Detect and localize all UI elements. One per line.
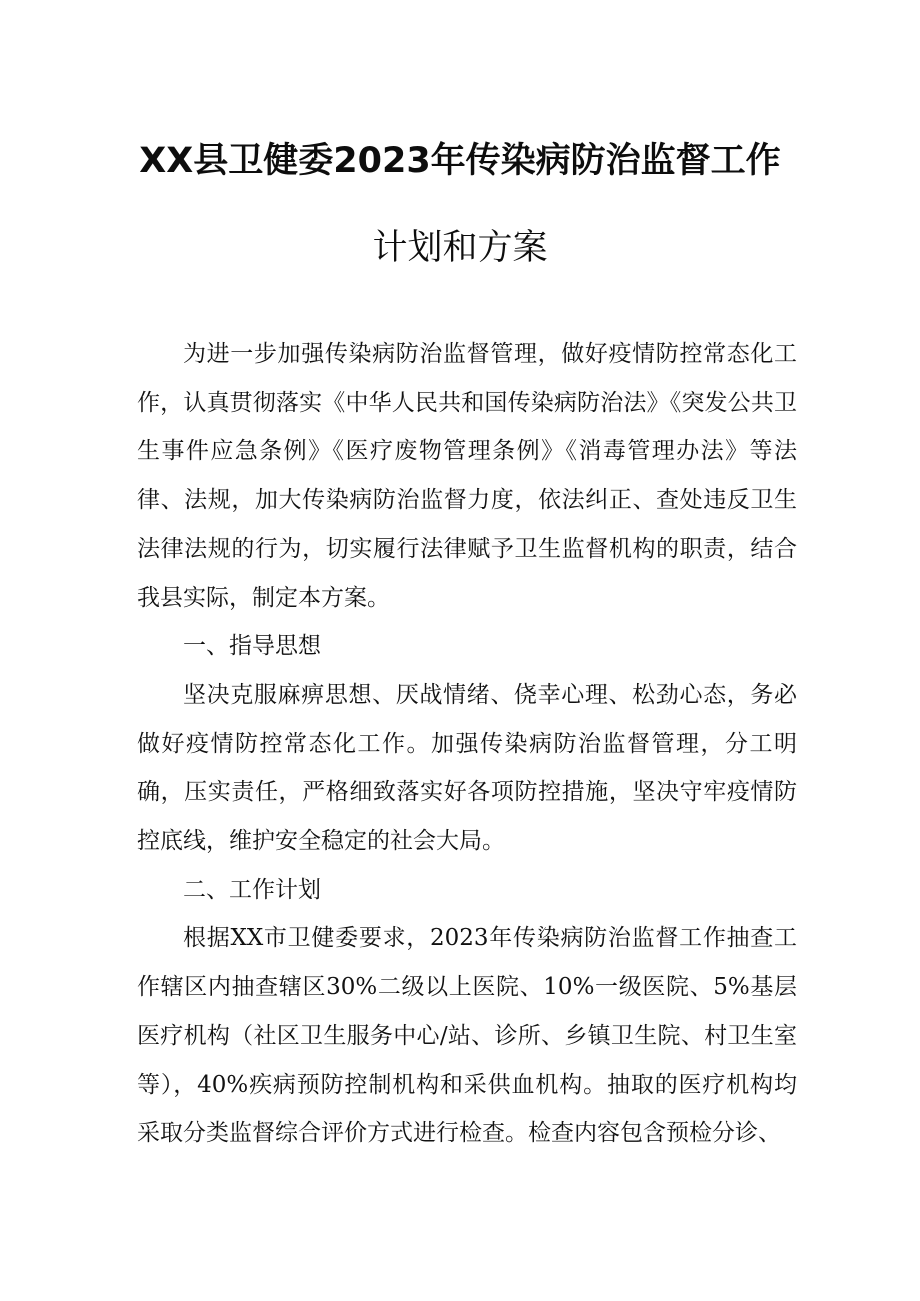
paragraph-intro: 为进一步加强传染病防治监督管理，做好疫情防控常态化工作，认真贯彻落实《中华人民共和国传染病防治法》《突发公共卫生事件应急条例》《医疗废物管理条例》《消毒管理办法》等法律、法规，加大传染病防治监督力度，依法纠正、查处违反卫生法律法规的行为，切实履行法律赋予卫生监督机构的职责，结合我县实际，制定本方案。: [137, 341, 797, 611]
paragraph-guiding-ideology: 坚决克服麻痹思想、厌战情绪、侥幸心理、松劲心态，务必做好疫情防控常态化工作。加强传染病防治监督管理，分工明确，压实责任，严格细致落实好各项防控措施，坚决守牢疫情防控底线，维护安全稳定的社会大局。: [137, 681, 797, 855]
paragraph-work-plan: 根据XX市卫健委要求，2023年传染病防治监督工作抽查工作辖区内抽查辖区30%二级以上医院、10%一级医院、5%基层医疗机构（社区卫生服务中心/站、诊所、乡镇卫生院、村卫生室等），40%疾病预防控制机构和采供血机构。抽取的医疗机构均采取分类监督综合评价方式进行检查。检查内容包含预检分诊、: [137, 925, 797, 1147]
document-title-line-2: 计划和方案: [372, 228, 548, 268]
section-heading-guiding-ideology: 一、指导思想: [183, 633, 321, 660]
document-body: [137, 330, 797, 1158]
document-title-line-1: XX县卫健委2023年传染病防治监督工作: [139, 141, 781, 181]
section-heading-work-plan: 二、工作计划: [183, 876, 321, 903]
